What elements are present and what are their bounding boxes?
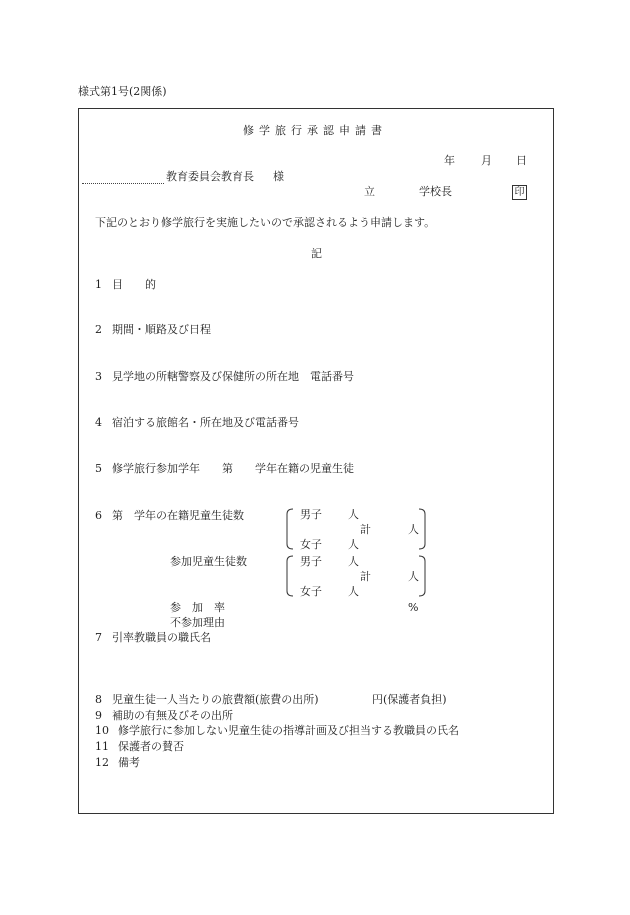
applicant-principal: 学校長 [419, 185, 452, 198]
participants-left-brace [284, 555, 294, 597]
item3-label: 見学地の所轄警察及び保健所の所在地 電話番号 [112, 370, 354, 383]
form-id: 様式第1号(2関係) [78, 85, 167, 98]
enrolled-total-label: 計 [360, 523, 371, 536]
item7-label: 引率教職員の職氏名 [112, 631, 211, 644]
participants-right-brace [418, 555, 428, 597]
item1-number: 1 [95, 278, 102, 291]
item3-number: 3 [95, 370, 102, 383]
participants-label: 参加児童生徒数 [170, 555, 247, 568]
item2-label: 期間・順路及び日程 [112, 323, 211, 336]
form-title: 修学旅行承認申請書 [243, 124, 387, 137]
item1-label: 目 的 [112, 278, 156, 291]
item4-label: 宿泊する旅館名・所在地及び電話番号 [112, 416, 299, 429]
date-day: 日 [516, 154, 527, 167]
item7-number: 7 [95, 631, 102, 644]
enrolled-female-unit: 人 [348, 538, 359, 551]
item9-number: 9 [95, 709, 102, 722]
addressee-blank-line [82, 183, 164, 184]
participants-female-unit: 人 [348, 585, 359, 598]
item11-number: 11 [95, 740, 109, 753]
item11-label: 保護者の賛否 [118, 740, 184, 753]
item8-label: 児童生徒一人当たりの旅費額(旅費の出所) [112, 693, 319, 706]
item4-number: 4 [95, 416, 102, 429]
enrolled-right-brace [418, 508, 428, 550]
participants-male-unit: 人 [348, 555, 359, 568]
non-participation-reason-label: 不参加理由 [170, 616, 225, 629]
applicant-ritsu: 立 [364, 185, 375, 198]
enrolled-male-unit: 人 [348, 508, 359, 521]
item2-number: 2 [95, 323, 102, 336]
item5-label: 修学旅行参加学年 第 学年在籍の児童生徒 [112, 462, 354, 475]
enrolled-female-label: 女子 [300, 538, 322, 551]
participants-male-label: 男子 [300, 555, 322, 568]
participation-rate-percent: % [408, 601, 419, 614]
date-month: 月 [481, 154, 492, 167]
item5-number: 5 [95, 462, 102, 475]
ki-heading: 記 [311, 247, 322, 260]
item8-yen-note: 円(保護者負担) [372, 693, 447, 706]
date-year: 年 [444, 154, 455, 167]
item12-number: 12 [95, 756, 109, 769]
participants-total-unit: 人 [408, 570, 419, 583]
intro-text: 下記のとおり修学旅行を実施したいので承認されるよう申請します。 [95, 216, 436, 229]
item8-number: 8 [95, 693, 102, 706]
item6-label: 第 学年の在籍児童生徒数 [112, 509, 244, 522]
item9-label: 補助の有無及びその出所 [112, 709, 233, 722]
item10-number: 10 [95, 724, 109, 737]
seal-mark: 印 [512, 185, 527, 200]
addressee-suffix: 教育委員会教育長 [166, 170, 254, 183]
item10-label: 修学旅行に参加しない児童生徒の指導計画及び担当する教職員の氏名 [118, 724, 459, 737]
enrolled-male-label: 男子 [300, 508, 322, 521]
participation-rate-label: 参 加 率 [170, 601, 225, 614]
participants-total-label: 計 [360, 570, 371, 583]
participants-female-label: 女子 [300, 585, 322, 598]
item12-label: 備考 [118, 756, 140, 769]
addressee-honorific: 様 [273, 170, 284, 183]
enrolled-total-unit: 人 [408, 523, 419, 536]
enrolled-left-brace [284, 508, 294, 550]
item6-number: 6 [95, 509, 102, 522]
